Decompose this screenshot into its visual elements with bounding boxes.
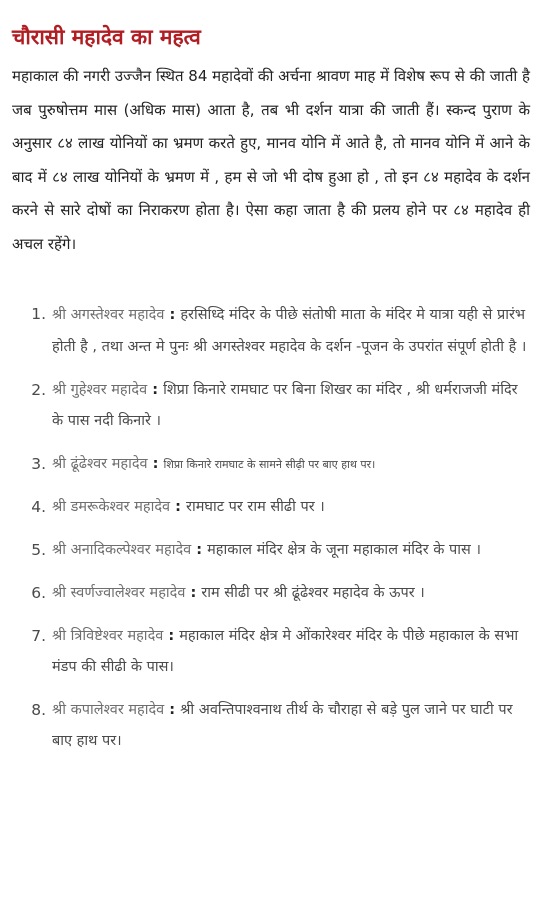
temple-name: श्री अगस्तेश्वर महादेव [52, 307, 165, 323]
list-item-number: 6. [31, 584, 46, 602]
temple-name: श्री ढूंढेश्वर महादेव [52, 456, 148, 472]
temple-name: श्री त्रिविष्टेश्वर महादेव [52, 628, 164, 644]
list-item-number: 2. [31, 381, 46, 399]
list-item-number: 7. [31, 627, 46, 645]
list-item-number: 1. [31, 305, 46, 323]
temple-name: श्री स्वर्णज्वालेश्वर महादेव [52, 585, 186, 601]
temple-description: रामघाट पर राम सीढी पर । [186, 499, 325, 515]
temple-name: श्री डमरूकेश्वर महादेव [52, 499, 171, 515]
list-item-number: 3. [31, 455, 46, 473]
list-item: 3. श्री ढूंढेश्वर महादेव : शिप्रा किनारे रामघाट के सामने सीढ़ी पर बाए हाथ पर। [12, 449, 530, 480]
list-item: 8. श्री कपालेश्वर महादेव : श्री अवन्तिपाश्वनाथ तीर्थ के चौराहा से बड़े पुल जाने पर घाटी पर बाए हाथ पर। [12, 695, 530, 757]
temple-description: शिप्रा किनारे रामघाट के सामने सीढ़ी पर बाए हाथ पर। [163, 458, 376, 471]
list-item-number: 5. [31, 541, 46, 559]
temple-description: श्री अवन्तिपाश्वनाथ तीर्थ के चौराहा से बड़े पुल जाने पर घाटी पर बाए हाथ पर। [52, 702, 513, 749]
temple-description: शिप्रा किनारे रामघाट पर बिना शिखर का मंदिर , श्री धर्मराजजी मंदिर के पास नदी किनारे । [52, 382, 518, 429]
temple-name: श्री गुहेश्वर महादेव [52, 382, 148, 398]
list-item: 2. श्री गुहेश्वर महादेव : शिप्रा किनारे रामघाट पर बिना शिखर का मंदिर , श्री धर्मराजजी मंदिर के पास नदी किनारे । [12, 375, 530, 437]
temple-name: श्री कपालेश्वर महादेव [52, 702, 165, 718]
article-title: चौरासी महादेव का महत्व [12, 25, 201, 49]
temple-description: महाकाल मंदिर क्षेत्र के जूना महाकाल मंदिर के पास । [207, 542, 481, 558]
temple-description: राम सीढी पर श्री ढूंढेश्वर महादेव के ऊपर । [201, 585, 425, 601]
intro-paragraph: महाकाल की नगरी उज्जैन स्थित 84 महादेवों की अर्चना श्रावण माह में विशेष रूप से की जाती है जब पुरुषोत्तम मास (अधिक मास) आता है, तब भी दर्शन यात्रा की जाती हैं। स्कन्द पुराण के अनुसार ८४ लाख योनियों का भ्रमण करते हुए, मानव योनि में आते है, तो मानव योनि में आने के बाद में ८४ लाख योनियों के भ्रमण में , हम से जो भी दोष हुआ हो , तो इन ८४ महादेव के दर्शन करने से सारे दोषों का निराकरण होता है। ऐसा कहा जाता है की प्रलय होने पर ८४ महादेव ही अचल रहेंगे। [12, 67, 530, 253]
list-item: 1. श्री अगस्तेश्वर महादेव : हरसिध्दि मंदिर के पीछे संतोषी माता के मंदिर मे यात्रा यही से प्रारंभ होती है , तथा अन्त मे पुनः श्री अगस्तेश्वर महादेव के दर्शन -पूजन के उपरांत संपूर्ण होती है । [12, 299, 530, 363]
temple-list [12, 299, 530, 757]
temple-name: श्री अनादिकल्पेश्वर महादेव [52, 542, 192, 558]
temple-description: हरसिध्दि मंदिर के पीछे संतोषी माता के मंदिर मे यात्रा यही से प्रारंभ होती है , तथा अन्त मे पुनः श्री अगस्तेश्वर महादेव के दर्शन -पूजन के उपरांत संपूर्ण होती है । [52, 307, 527, 355]
list-item-number: 8. [31, 701, 46, 719]
temple-description: महाकाल मंदिर क्षेत्र मे ओंकारेश्वर मंदिर के पीछे महाकाल के सभा मंडप की सीढी के पास। [52, 628, 519, 675]
list-item: 4. श्री डमरूकेश्वर महादेव : रामघाट पर राम सीढी पर । [12, 492, 530, 523]
list-item: 6. श्री स्वर्णज्वालेश्वर महादेव : राम सीढी पर श्री ढूंढेश्वर महादेव के ऊपर । [12, 578, 530, 609]
list-item: 7. श्री त्रिविष्टेश्वर महादेव : महाकाल मंदिर क्षेत्र मे ओंकारेश्वर मंदिर के पीछे महाकाल के सभा मंडप की सीढी के पास। [12, 621, 530, 683]
list-item: 5. श्री अनादिकल्पेश्वर महादेव : महाकाल मंदिर क्षेत्र के जूना महाकाल मंदिर के पास । [12, 535, 530, 566]
list-item-number: 4. [31, 498, 46, 516]
